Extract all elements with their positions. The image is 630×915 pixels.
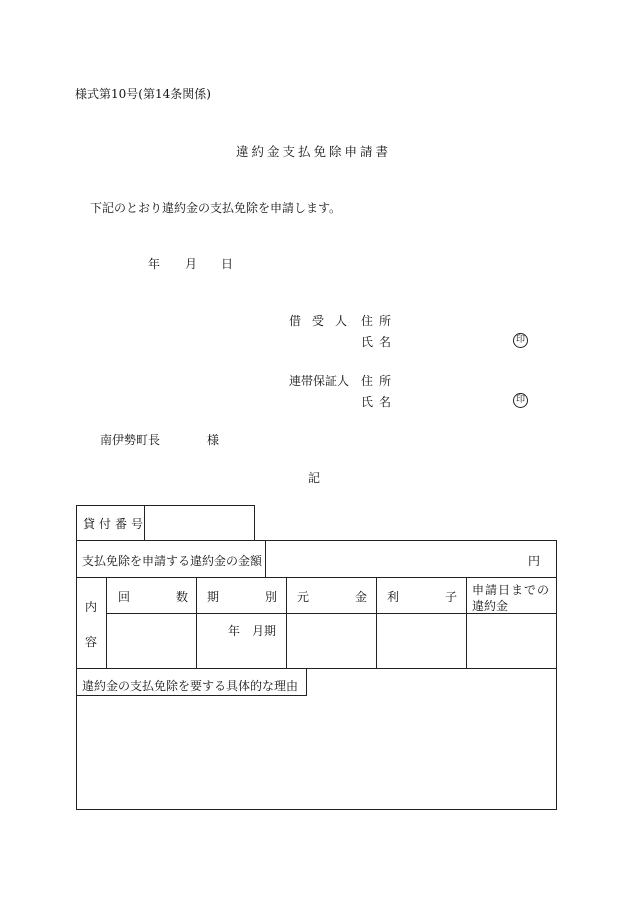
intro-text: 下記のとおり違約金の支払免除を申請します。 <box>90 201 342 215</box>
col-period-head-1: 期 <box>207 590 220 604</box>
yen-unit: 円 <box>528 554 541 568</box>
form-number: 様式第10号(第14条関係) <box>75 87 211 101</box>
guarantor-name-label: 氏名 <box>361 395 398 409</box>
col-interest-head-1: 利 <box>387 590 400 604</box>
date-day-label: 日 <box>221 257 234 271</box>
col-principal-head-1: 元 <box>297 590 310 604</box>
document-title: 違約金支払免除申請書 <box>236 144 392 159</box>
period-value: 年 月期 <box>228 624 277 638</box>
guarantor-role: 連帯保証人 <box>289 374 350 388</box>
addressee-name: 南伊勢町長 <box>100 433 161 447</box>
borrower-role: 借受人 <box>289 314 359 328</box>
ki-marker: 記 <box>308 471 321 485</box>
contents-label-top: 内 <box>85 600 98 614</box>
reason-label: 違約金の支払免除を要する具体的な理由 <box>82 679 299 693</box>
col-count-head-2: 数 <box>176 590 189 604</box>
col-penalty-head-2: 違約金 <box>472 599 509 613</box>
seal-icon: 印 <box>513 333 528 348</box>
col-count-head-1: 回 <box>118 590 131 604</box>
col-interest-head-2: 子 <box>445 590 458 604</box>
borrower-name-label: 氏名 <box>361 335 398 349</box>
seal-icon: 印 <box>513 393 528 408</box>
borrower-address-label: 住所 <box>361 314 398 328</box>
col-principal-head-2: 金 <box>355 590 368 604</box>
loan-number-label: 貸付番号 <box>83 517 148 531</box>
col-period-head-2: 別 <box>265 590 278 604</box>
guarantor-address-label: 住所 <box>361 374 398 388</box>
contents-label-bottom: 容 <box>85 635 98 649</box>
exempt-amount-label: 支払免除を申請する違約金の金額 <box>82 554 263 568</box>
date-month-label: 月 <box>185 257 198 271</box>
date-year-label: 年 <box>148 257 161 271</box>
col-penalty-head-1: 申請日までの <box>472 583 551 597</box>
addressee-honorific: 様 <box>207 433 220 447</box>
